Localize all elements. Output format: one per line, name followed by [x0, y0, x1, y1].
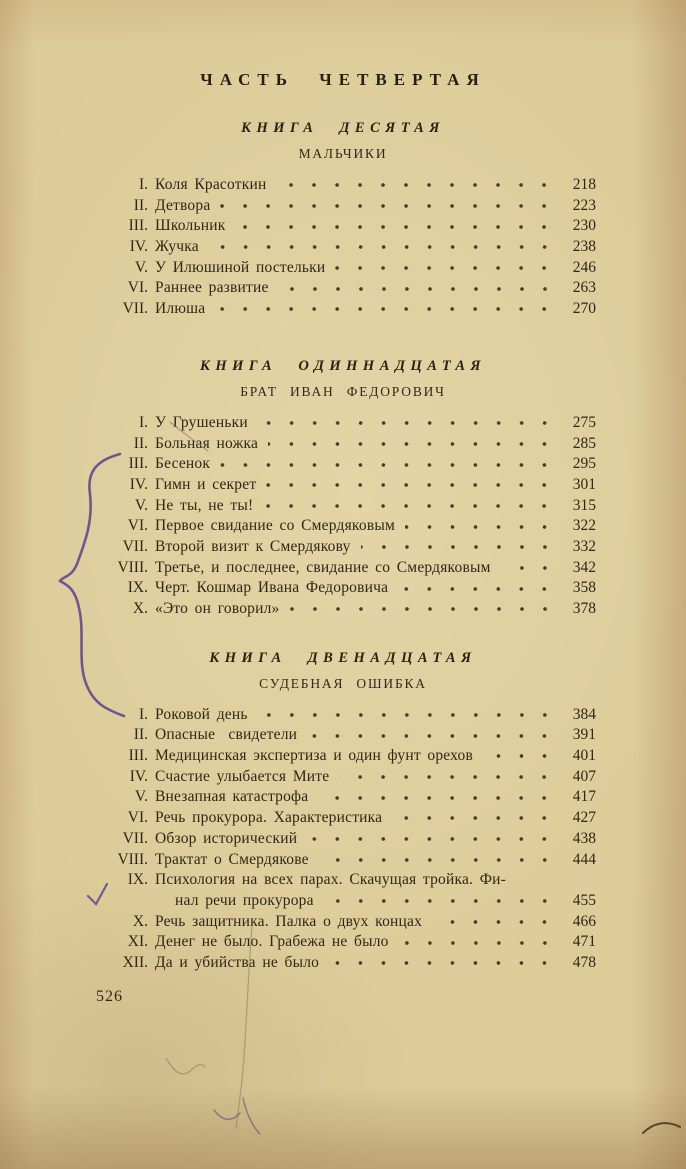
- toc-entry: [96, 891, 596, 912]
- chapter-numeral: VI.: [127, 279, 148, 297]
- chapter-page-number: 401: [572, 747, 596, 765]
- dot-leader: [307, 731, 556, 741]
- toc-entry: [96, 258, 596, 279]
- toc-entry: [96, 953, 596, 974]
- toc-entry: [96, 475, 596, 496]
- chapter-title: Коля Красоткин: [155, 176, 267, 193]
- chapter-numeral: VII.: [122, 537, 148, 555]
- sections-host: [0, 120, 686, 974]
- toc-entry: [96, 434, 596, 455]
- chapter-numeral: II.: [133, 196, 148, 214]
- chapter-page-number: 315: [572, 496, 596, 514]
- folio-page-number: 526: [96, 987, 123, 1005]
- chapter-numeral: VIII.: [117, 850, 148, 868]
- chapter-title: Медицинская экспертиза и один фунт орехов: [155, 747, 474, 765]
- toc-entry: [96, 216, 596, 237]
- dot-leader: [318, 793, 556, 803]
- dot-leader: [263, 501, 556, 511]
- toc-entry: [96, 196, 596, 217]
- dot-leader: [276, 180, 556, 190]
- chapter-page-number: 407: [572, 767, 596, 785]
- chapter-title: Денег не было. Грабежа не было: [155, 933, 389, 951]
- toc-entry: [96, 870, 596, 891]
- toc-list: [96, 705, 596, 974]
- toc-entry: [96, 278, 596, 299]
- chapter-numeral: IV.: [129, 767, 148, 785]
- chapter-title: Речь прокурора. Характеристика: [155, 809, 383, 827]
- toc-entry: [96, 932, 596, 953]
- bottom-right-ink-mark: [643, 1123, 680, 1133]
- chapter-title: Не ты, не ты!: [155, 496, 254, 514]
- bottom-scribble-center: [214, 1098, 260, 1134]
- chapter-numeral: IX.: [127, 871, 148, 889]
- chapter-numeral: II.: [133, 434, 148, 452]
- dot-leader: [339, 772, 556, 782]
- toc-list: [96, 175, 596, 320]
- book-title: КНИГА ДВЕНАДЦАТАЯ: [209, 649, 477, 666]
- chapter-title: Опасные свидетели: [155, 726, 298, 744]
- chapter-page-number: 378: [572, 600, 596, 617]
- chapter-page-number: 455: [572, 891, 596, 909]
- chapter-title: Второй визит к Смердякову: [155, 537, 351, 555]
- dot-leader: [392, 813, 556, 823]
- chapter-page-number: 301: [572, 475, 596, 493]
- dot-leader: [329, 958, 556, 968]
- chapter-numeral: III.: [128, 217, 148, 235]
- dot-leader: [258, 710, 556, 720]
- chapter-numeral: II.: [133, 726, 148, 744]
- dot-leader: [319, 855, 556, 865]
- toc-list: [96, 413, 596, 620]
- toc-entry: [96, 454, 596, 475]
- chapter-title: нал речи прокурора: [175, 891, 314, 909]
- dot-leader: [290, 604, 556, 614]
- chapter-page-number: 285: [572, 434, 596, 452]
- toc-entry: [96, 413, 596, 434]
- toc-entry: [96, 850, 596, 871]
- chapter-numeral: V.: [134, 788, 148, 806]
- chapter-numeral: III.: [128, 455, 148, 473]
- chapter-title: Внезапная катастрофа: [155, 788, 309, 806]
- chapter-numeral: IX.: [127, 579, 148, 597]
- chapter-title: Третье, и последнее, свидание со Смердяковым: [155, 558, 491, 576]
- chapter-page-number: 342: [572, 558, 596, 576]
- dot-leader: [324, 896, 556, 906]
- chapter-page-number: 246: [572, 258, 596, 276]
- chapter-page-number: 427: [572, 809, 596, 827]
- chapter-numeral: I.: [138, 705, 148, 723]
- chapter-numeral: VI.: [127, 517, 148, 535]
- book-section: [0, 358, 686, 620]
- dot-leader: [399, 938, 556, 948]
- book-title: КНИГА ОДИННАДЦАТАЯ: [200, 357, 486, 374]
- chapter-page-number: 218: [572, 176, 596, 193]
- dot-leader: [220, 460, 556, 470]
- dot-leader: [501, 563, 556, 573]
- chapter-numeral: I.: [138, 176, 148, 193]
- toc-entry: [96, 767, 596, 788]
- chapter-title: Черт. Кошмар Ивана Федоровича: [155, 579, 389, 597]
- toc-entry: [96, 746, 596, 767]
- book-subtitle: СУДЕБНАЯ ОШИБКА: [259, 675, 427, 691]
- chapter-title: Гимн и секрет: [155, 475, 257, 493]
- toc-entry: [96, 175, 596, 196]
- dot-leader: [279, 284, 556, 294]
- chapter-title: Да и убийства не было: [155, 953, 320, 971]
- chapter-title: Жучка: [155, 238, 199, 256]
- dot-leader: [235, 222, 556, 232]
- toc-entry: [96, 808, 596, 829]
- chapter-page-number: 230: [572, 217, 596, 235]
- chapter-page-number: 417: [572, 788, 596, 806]
- chapter-title: Трактат о Смердякове: [155, 850, 309, 868]
- toc-entry: [96, 705, 596, 726]
- book-title: КНИГА ДЕСЯТАЯ: [241, 120, 445, 136]
- chapter-numeral: XII.: [122, 953, 148, 971]
- chapter-numeral: XI.: [127, 933, 148, 951]
- chapter-page-number: 275: [572, 413, 596, 431]
- chapter-title: Детвора: [155, 196, 211, 214]
- chapter-title: Раннее развитие: [155, 279, 269, 297]
- toc-entry: [96, 725, 596, 746]
- toc-entry: [96, 912, 596, 933]
- chapter-title: Речь защитника. Палка о двух концах: [155, 912, 423, 930]
- chapter-numeral: VI.: [127, 809, 148, 827]
- chapter-title: Илюша: [155, 300, 206, 318]
- book-subtitle: БРАТ ИВАН ФЕДОРОВИЧ: [240, 383, 446, 399]
- chapter-numeral: VIII.: [117, 558, 148, 576]
- chapter-page-number: 391: [572, 726, 596, 744]
- dot-leader: [266, 480, 556, 490]
- chapter-numeral: IV.: [129, 238, 148, 256]
- book-section: [0, 650, 686, 974]
- chapter-title: Психология на всех парах. Скачущая тройка. Фи-: [155, 871, 507, 889]
- chapter-title: Роковой день: [155, 705, 248, 723]
- chapter-numeral: I.: [138, 413, 148, 431]
- chapter-page-number: 384: [572, 705, 596, 723]
- book-subtitle: МАЛЬЧИКИ: [298, 146, 388, 161]
- bottom-scribble-left: [166, 1058, 205, 1074]
- chapter-numeral: VII.: [122, 300, 148, 318]
- dot-leader: [220, 201, 556, 211]
- chapter-page-number: 223: [572, 196, 596, 214]
- chapter-numeral: V.: [134, 258, 148, 276]
- chapter-numeral: X.: [132, 912, 148, 930]
- dot-leader: [483, 751, 556, 761]
- chapter-numeral: V.: [134, 496, 148, 514]
- chapter-page-number: 438: [572, 829, 596, 847]
- toc-entry: [96, 599, 596, 620]
- toc-entry: [96, 516, 596, 537]
- dot-leader: [215, 304, 556, 314]
- chapter-title: Обзор исторический: [155, 829, 298, 847]
- chapter-title: У Грушеньки: [155, 413, 248, 431]
- scanned-book-page: [0, 70, 686, 1169]
- chapter-page-number: 263: [572, 279, 596, 297]
- chapter-page-number: 471: [572, 933, 596, 951]
- chapter-title: Школьник: [155, 217, 226, 235]
- chapter-page-number: 358: [572, 579, 596, 597]
- dot-leader: [307, 834, 556, 844]
- part-title: ЧАСТЬ ЧЕТВЕРТАЯ: [200, 70, 486, 89]
- chapter-numeral: X.: [132, 600, 148, 617]
- chapter-page-number: 322: [572, 517, 596, 535]
- chapter-numeral: III.: [128, 747, 148, 765]
- toc-entry: [96, 537, 596, 558]
- chapter-page-number: 295: [572, 455, 596, 473]
- dot-leader: [398, 584, 556, 594]
- book-section: [0, 120, 686, 320]
- dot-leader: [258, 418, 556, 428]
- toc-entry: [96, 237, 596, 258]
- toc-entry: [96, 558, 596, 579]
- chapter-page-number: 332: [572, 537, 596, 555]
- chapter-page-number: 444: [572, 850, 596, 868]
- chapter-page-number: 466: [572, 912, 596, 930]
- chapter-title: Первое свидание со Смердяковым: [155, 517, 395, 535]
- toc-entry: [96, 578, 596, 599]
- dot-leader: [268, 439, 556, 449]
- toc-entry: [96, 787, 596, 808]
- dot-leader: [209, 242, 556, 252]
- toc-entry: [96, 496, 596, 517]
- chapter-title: Бесенок: [155, 455, 211, 473]
- chapter-numeral: IV.: [129, 475, 148, 493]
- chapter-title: Счастие улыбается Мите: [155, 767, 330, 785]
- dot-leader: [432, 917, 556, 927]
- chapter-page-number: 478: [572, 953, 596, 971]
- dot-leader: [361, 542, 556, 552]
- dot-leader: [335, 263, 556, 273]
- chapter-title: У Илюшиной постельки: [155, 258, 326, 276]
- chapter-title: «Это он говорил»: [155, 600, 280, 617]
- toc-entry: [96, 299, 596, 320]
- chapter-page-number: 270: [572, 300, 596, 318]
- chapter-title: Больная ножка: [155, 434, 259, 452]
- toc-entry: [96, 829, 596, 850]
- chapter-numeral: VII.: [122, 829, 148, 847]
- dot-leader: [405, 522, 556, 532]
- chapter-page-number: 238: [572, 238, 596, 256]
